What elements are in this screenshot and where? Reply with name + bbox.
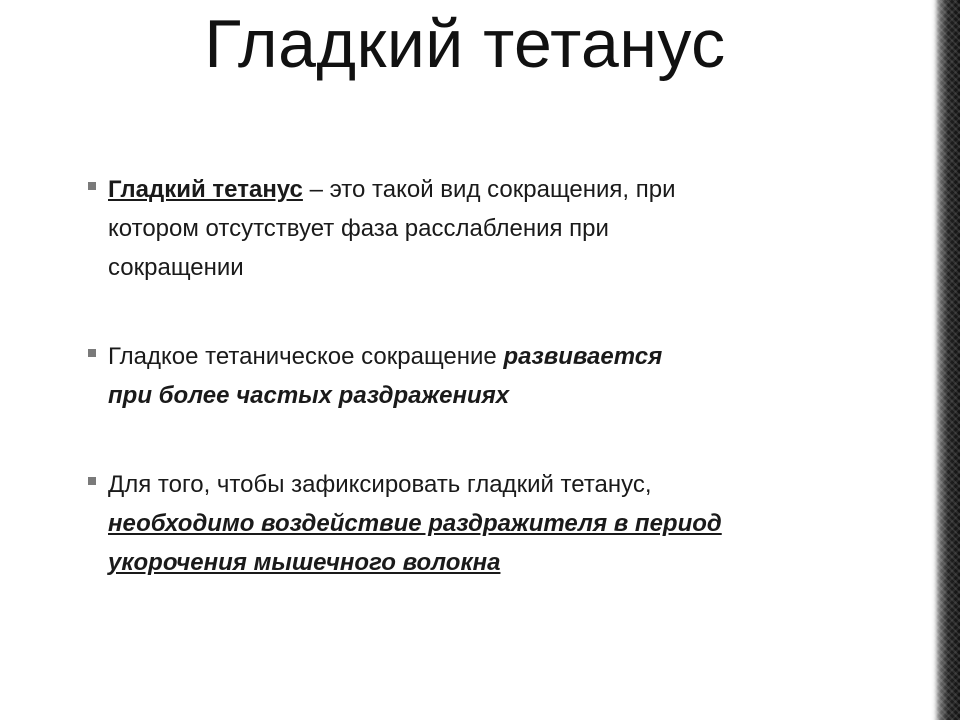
fixation-text: Для того, чтобы зафиксировать гладкий тетанус, [108, 471, 652, 498]
square-bullet-icon [88, 182, 96, 190]
square-bullet-icon [88, 349, 96, 357]
square-bullet-icon [88, 477, 96, 485]
bullet-item-fixation [88, 465, 848, 582]
fixation-emphasis-line2: необходимо воздействие раздражителя в период [108, 510, 722, 537]
decorative-side-strip [930, 0, 960, 720]
bullet-item-definition [88, 170, 848, 287]
development-emphasis-line2: при более частых раздражениях [108, 382, 510, 409]
definition-text-line3: сокращении [108, 254, 244, 281]
definition-text: – это такой вид сокращения, при [302, 176, 676, 203]
slide-title: Гладкий тетанус [204, 6, 726, 82]
term-smooth-tetanus: Гладкий тетанус [108, 176, 303, 203]
bullet-list [88, 170, 848, 582]
bullet-item-development [88, 337, 848, 415]
definition-text-line2: котором отсутствует фаза расслабления при [108, 215, 609, 242]
development-text: Гладкое тетаническое сокращение [108, 343, 504, 370]
fixation-emphasis-line3: укорочения мышечного волокна [108, 549, 501, 576]
development-emphasis: развивается [503, 343, 663, 370]
